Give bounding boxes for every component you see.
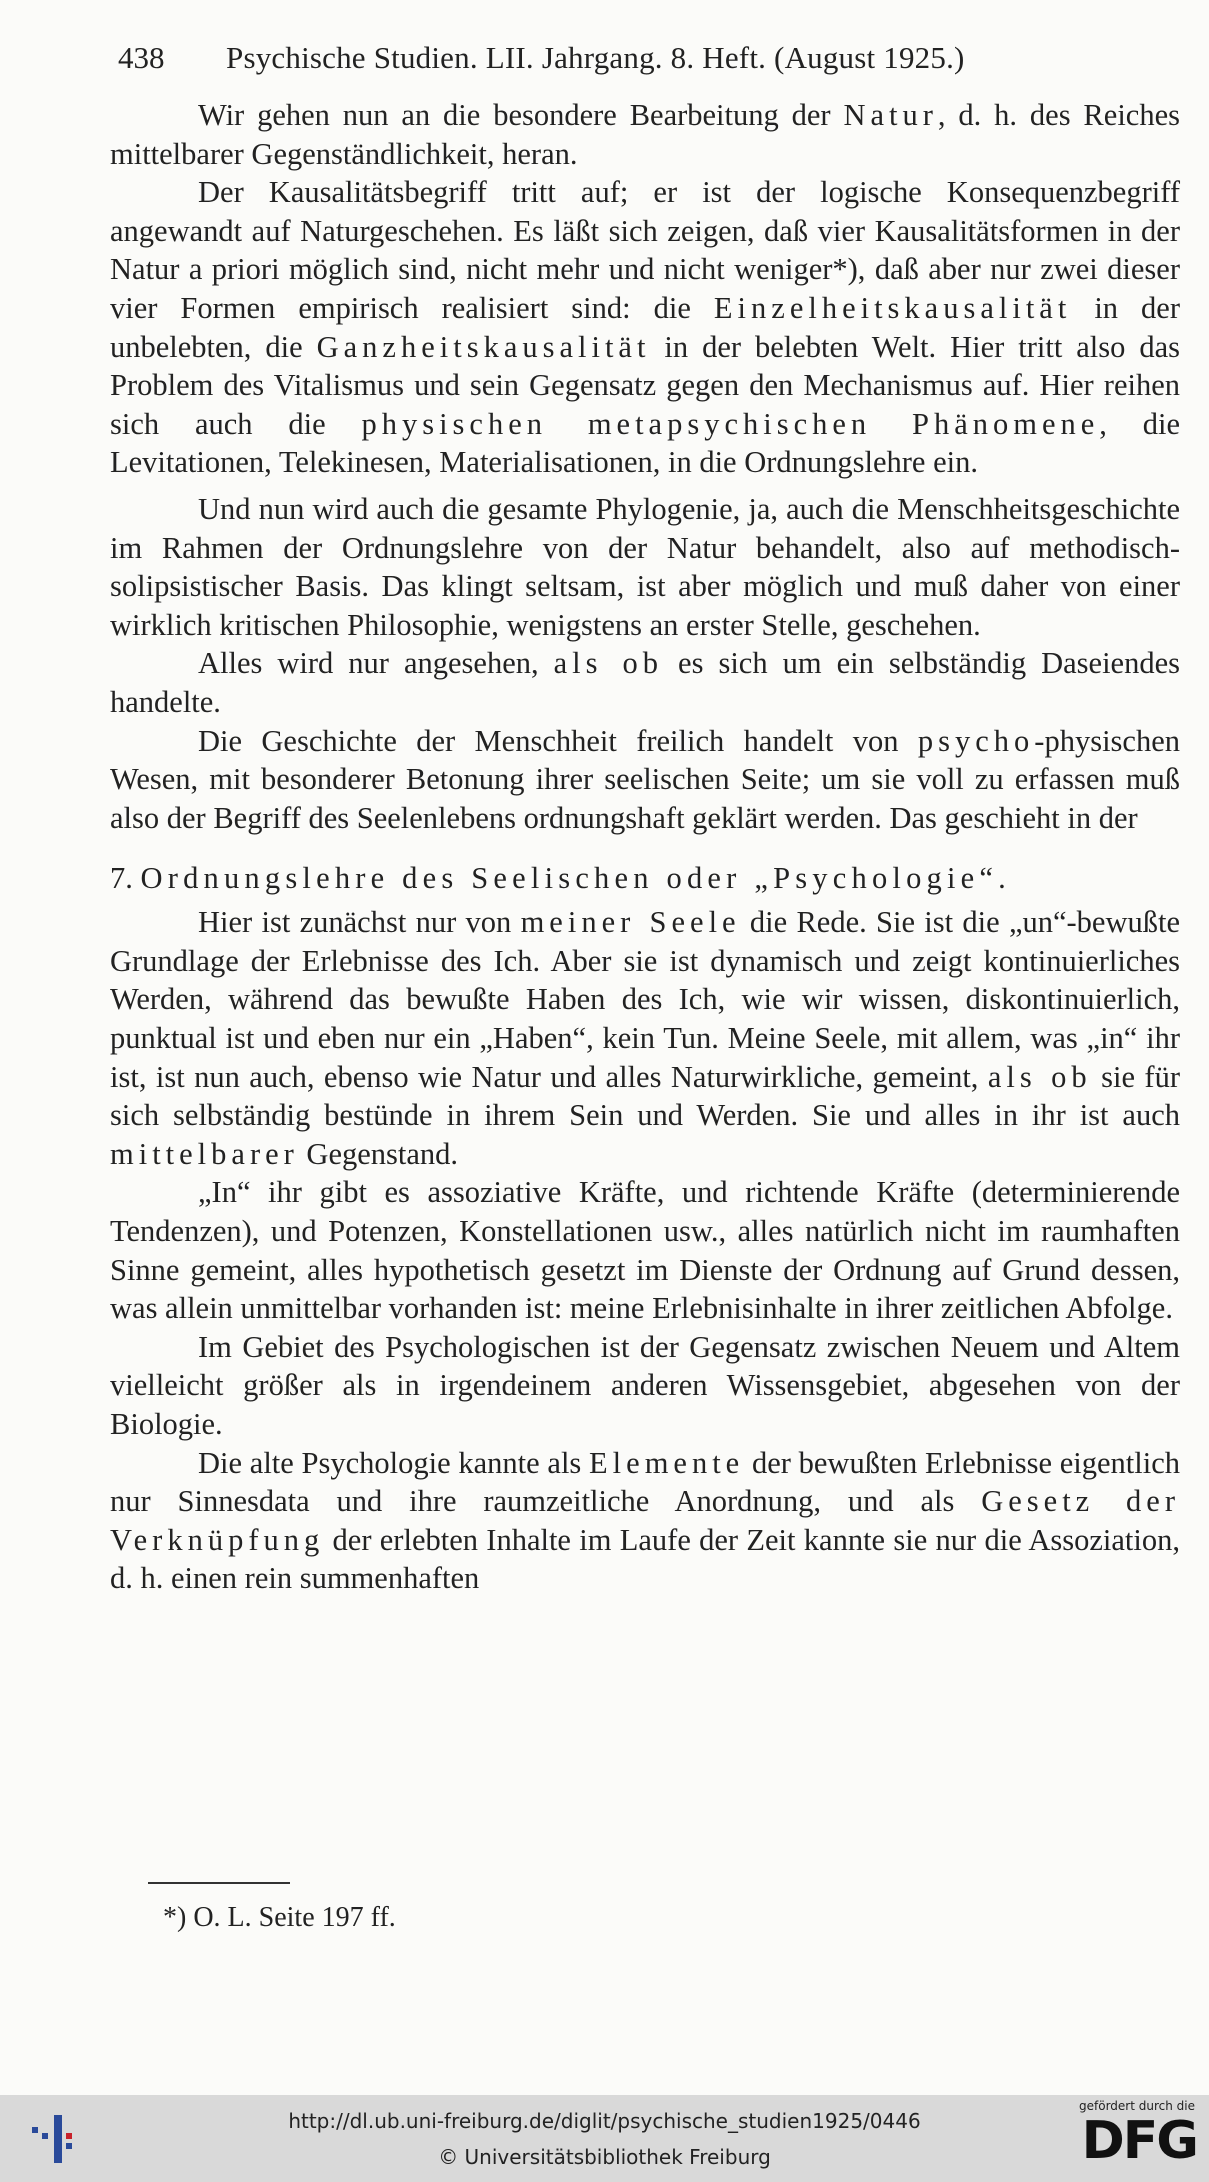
paragraph-4 [110,644,1180,721]
section-number: 7. [110,861,133,896]
source-url-link[interactable]: http://dl.ub.uni-freiburg.de/diglit/psychische_studien1925/0446 [288,2109,921,2133]
text-run: Gegenstand. [298,1136,459,1171]
page-header [110,40,1110,86]
copyright-notice: © Universitätsbibliothek Freiburg [438,2145,771,2169]
text-run: Die alte Psychologie kannte als [198,1445,590,1480]
section-title: Ordnungslehre des Seelischen oder „Psychologie“. [140,861,1011,896]
body-text [110,96,1180,1598]
text-run: -physischen Wesen, mit besonderer Betonung ihrer seelischen Seite; um sie voll zu erfassen muß also der Begriff des Seelenlebens ordnungshaft geklärt werden. Das geschieht in der [110,723,1180,835]
dfg-logo: DFG [1081,2111,1197,2171]
section-heading [110,859,1180,897]
spaced-emphasis: physischen metapsychischen Phänomene [361,406,1100,441]
text-run: in der belebten Welt. Hier tritt also das Problem des Vitalismus und sein Gegensatz gegen den Mechanismus auf. Hier reihen sich auch die [110,329,1180,441]
text-run: es sich um ein selbständig Daseiendes handelte. [110,646,1180,719]
text-run: Die Geschichte der Menschheit freilich handelt von [198,723,918,758]
footnote-rule [148,1882,290,1884]
paragraph-8: Im Gebiet des Psychologischen ist der Gegensatz zwischen Neuem und Altem vielleicht größer als in irgendeinem anderen Wissensgebiet, abgesehen von der Biologie. [110,1329,1180,1441]
paragraph-3: Und nun wird auch die gesamte Phylogenie, ja, auch die Menschheitsgeschichte im Rahmen der Ordnungslehre von der Natur behandelt, also auf methodisch-solipsistischer Basis. Das klingt seltsam, ist aber möglich und muß daher von einer wirklich kritischen Philosophie, wenigstens an erster Stelle, geschehen. [110,491,1180,642]
text-run: , die Levitationen, Telekinesen, Materialisationen, in die Ordnungslehre ein. [110,406,1181,480]
paragraph-9 [110,1444,1180,1598]
page-number: 438 [118,40,165,75]
viewer-footer [0,2095,1209,2182]
running-head: Psychische Studien. LII. Jahrgang. 8. Heft. (August 1925.) [226,40,965,75]
text-run: Wir gehen nun an die besondere Bearbeitung der [198,98,844,132]
text-run: die Rede. Sie ist die „un“-bewußte Grundlage der Erlebnisse des Ich. Aber sie ist dynamisch und zeigt kontinuierliches Werden, während das bewußte Haben des Ich, wie wir wissen, diskontinuierlich, punktual ist und eben nur ein „Haben“, kein Tun. Meine Seele, mit allem, was „in“ ihr ist, ist nun auch, ebenso wie Natur und alles Naturwirkliche, gemeint, [110,905,1181,1094]
paragraph-7: „In“ ihr gibt es assoziative Kräfte, und richtende Kräfte (determinierende Tendenzen), und Potenzen, Konstellationen usw., alles natürlich nicht im raumhaften Sinne gemeint, alles hypothetisch gesetzt im Dienste der Ordnung auf Grund dessen, was allein unmittelbar vorhanden ist: meine Erlebnisinhalte in ihrer zeitlichen Abfolge. [110,1175,1180,1326]
spaced-emphasis: Natur [843,98,938,132]
spaced-emphasis: als ob [553,646,664,681]
text-run: der erlebten Inhalte im Laufe der Zeit kannte sie nur die Assoziation, d. h. einen rein summenhaften [110,1522,1180,1596]
dfg-funding-caption: gefördert durch die [1079,2099,1195,2113]
spaced-emphasis: Einzelheitskausalität [713,290,1072,325]
spaced-emphasis: psycho [917,723,1035,758]
spaced-emphasis: Gesetz der Verknüpfung [110,1484,1180,1557]
spaced-emphasis: Elemente [589,1445,745,1480]
spaced-emphasis: mittelbarer [110,1136,299,1171]
text-run: Alles wird nur angesehen, [198,646,554,681]
paragraph-5 [110,722,1180,838]
spaced-emphasis: meiner Seele [520,905,741,940]
text-run: der bewußten Erlebnisse eigentlich nur Sinnesdata und ihre raumzeitliche Anordnung, und als [110,1445,1181,1519]
text-run: Hier ist zunächst nur von [198,905,521,940]
paragraph-6 [110,903,1180,1173]
spaced-emphasis: als ob [987,1059,1092,1094]
text-run: sie für sich selbständig bestünde in ihrem Sein und Werden. Sie und alles in ihr ist auch [110,1059,1180,1133]
text-run: in der unbelebten, die [110,290,1181,364]
paragraph-1 [110,96,1180,173]
text-run: , d. h. des Reiches mittelbarer Gegenständlichkeit, heran. [110,98,1180,171]
paragraph-2 [110,173,1180,482]
text-run: Der Kausalitätsbegriff tritt auf; er ist der logische Konsequenzbegriff angewandt auf Naturgeschehen. Es läßt sich zeigen, daß vier Kausalitätsformen in der Natur a priori möglich sind, nicht mehr und nicht weniger*), daß aber nur zwei dieser vier Formen empirisch realisiert sind: die [110,175,1180,325]
footnote: *) O. L. Seite 197 ff. [163,1902,396,1933]
spaced-emphasis: Ganzheitskausalität [316,329,651,364]
